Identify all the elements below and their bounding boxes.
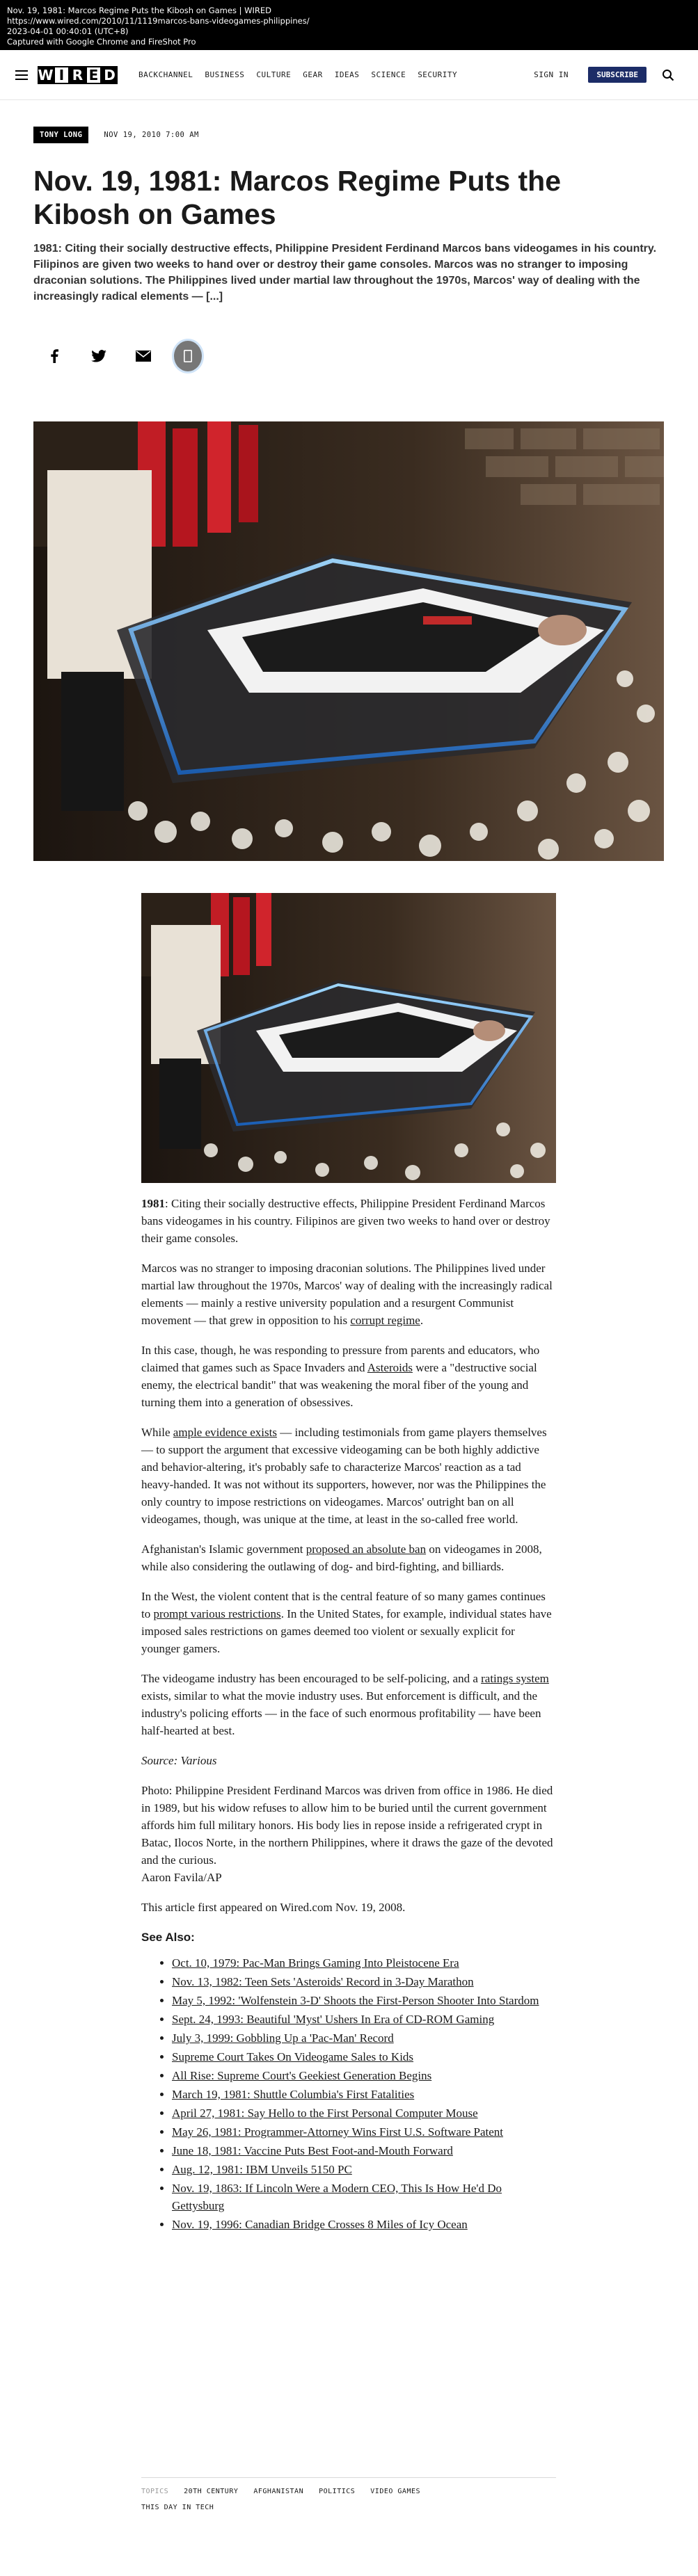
paragraph-text: In the West, the violent content that is the central feature of so many games continues to <box>141 1590 546 1620</box>
nav-link-security[interactable]: SECURITY <box>418 70 458 79</box>
save-story-button[interactable] <box>174 342 202 370</box>
nav-link-culture[interactable]: CULTURE <box>256 70 292 79</box>
list-item <box>172 2029 556 2047</box>
inline-photo-illustration <box>141 893 556 1183</box>
inline-photo <box>141 893 556 1183</box>
logo-letter: E <box>86 66 102 84</box>
topic-tag[interactable]: THIS DAY IN TECH <box>141 2504 214 2511</box>
topic-tag[interactable]: VIDEO GAMES <box>370 2488 421 2495</box>
paragraph <box>141 1588 556 1657</box>
hero-photo-illustration <box>33 421 664 861</box>
see-also-link[interactable]: Nov. 19, 1863: If Lincoln Were a Modern CEO, This Is How He'd Do Gettysburg <box>172 2182 502 2212</box>
logo-letter: R <box>70 66 86 84</box>
hamburger-menu-icon[interactable] <box>15 70 28 80</box>
asteroids-link[interactable]: Asteroids <box>367 1361 413 1374</box>
source-line: Source: Various <box>141 1754 217 1767</box>
paragraph-text: . In the United States, for example, individual states have imposed sales restrictions on games deemed too violent or sexually explicit for younger gamers. <box>141 1607 552 1655</box>
list-item <box>172 1973 556 1990</box>
see-also-link[interactable]: Sept. 24, 1993: Beautiful 'Myst' Ushers In Era of CD-ROM Gaming <box>172 2013 495 2026</box>
see-also-link[interactable]: July 3, 1999: Gobbling Up a 'Pac-Man' Record <box>172 2031 394 2045</box>
list-item <box>172 2104 556 2122</box>
publish-date: NOV 19, 2010 7:00 AM <box>104 131 199 139</box>
twitter-icon <box>91 350 106 362</box>
see-also-link[interactable]: June 18, 1981: Vaccine Puts Best Foot-and-Mouth Forward <box>172 2144 453 2157</box>
paragraph-text: were a "destructive social enemy, the electrical bandit" that was weakening the moral fiber of the young and turning them into a generation of obsessives. <box>141 1361 537 1409</box>
hero-photo <box>33 421 664 861</box>
paragraph <box>141 1540 556 1575</box>
paragraph <box>141 1195 556 1247</box>
article-body <box>141 1195 556 2235</box>
paragraph-text: Afghanistan's Islamic government <box>141 1543 306 1556</box>
photo-caption-block <box>141 1782 556 1886</box>
lead-year: 1981 <box>141 1197 165 1210</box>
capture-info-bar <box>0 0 698 50</box>
wired-logo[interactable] <box>38 66 118 84</box>
list-item <box>172 2048 556 2066</box>
paragraph-text: on videogames in 2008, while also considering the outlawing of dog- and bird-fighting, and billiards. <box>141 1543 542 1573</box>
logo-letter: D <box>102 66 118 84</box>
see-also-link[interactable]: Nov. 13, 1982: Teen Sets 'Asteroids' Record in 3-Day Marathon <box>172 1975 474 1988</box>
paragraph-text: : Citing their socially destructive effects, Philippine President Ferdinand Marcos bans videogames in his country. Filipinos are given two weeks to hand over or destroy their game consoles. <box>141 1197 550 1245</box>
list-item <box>172 2011 556 2028</box>
first-appeared-note: This article first appeared on Wired.com Nov. 19, 2008. <box>141 1901 406 1914</box>
facebook-icon <box>50 349 58 363</box>
see-also-list <box>141 1954 556 2233</box>
paragraph-text: In this case, though, he was responding to pressure from parents and educators, who claimed that games such as Space Invaders and <box>141 1344 540 1374</box>
nav-link-science[interactable]: SCIENCE <box>371 70 406 79</box>
subscribe-button[interactable]: SUBSCRIBE <box>588 67 647 83</box>
paragraph-text: — including testimonials from game players themselves — to support the argument that excessive videogaming can be both highly addictive and behavior-altering, it's probably safe to characterize Marcos' reaction as a tad heavy-handed. It was not without its supporters, however, nor was the Philippines the only country to impose restrictions on videogames. Marcos' outright ban on all videogames, though, was unique at the time, at least in the so-called free world. <box>141 1426 547 1526</box>
see-also-link[interactable]: All Rise: Supreme Court's Geekiest Generation Begins <box>172 2069 432 2082</box>
corrupt-regime-link[interactable]: corrupt regime <box>350 1314 420 1327</box>
ratings-system-link[interactable]: ratings system <box>481 1672 549 1685</box>
byline <box>33 127 199 143</box>
see-also-link[interactable]: Oct. 10, 1979: Pac-Man Brings Gaming Into Pleistocene Era <box>172 1956 459 1970</box>
top-navigation <box>0 50 698 100</box>
save-icon <box>174 341 202 371</box>
sign-in-link[interactable]: SIGN IN <box>534 70 569 79</box>
photo-credit: Aaron Favila/AP <box>141 1871 222 1884</box>
list-item <box>172 2067 556 2084</box>
share-bar <box>40 342 219 370</box>
paragraph-text: exists, similar to what the movie industry uses. But enforcement is difficult, and the industry's policing efforts — in the face of such enormous profitability — have been half-hearted at best. <box>141 1689 541 1737</box>
ample-evidence-link[interactable]: ample evidence exists <box>173 1426 277 1439</box>
paragraph <box>141 1670 556 1739</box>
restrictions-link[interactable]: prompt various restrictions <box>153 1607 281 1620</box>
list-item <box>172 2142 556 2159</box>
nav-link-backchannel[interactable]: BACKCHANNEL <box>138 70 193 79</box>
capture-tool: Captured with Google Chrome and FireShot Pro <box>7 37 196 47</box>
see-also-link[interactable]: May 26, 1981: Programmer-Attorney Wins First U.S. Software Patent <box>172 2125 504 2139</box>
article-dek: 1981: Citing their socially destructive effects, Philippine President Ferdinand Marcos bans videogames in his country. Filipinos are given two weeks to hand over or destroy their game consoles. Marcos was no stranger to imposing draconian solutions. The Philippines lived under martial law throughout the 1970s, Marcos' way of dealing with the increasingly radical elements — [...] <box>33 243 657 303</box>
article-headline: Nov. 19, 1981: Marcos Regime Puts the Kibosh on Games <box>33 165 562 230</box>
see-also-heading: See Also: <box>141 1931 195 1944</box>
author-link[interactable]: TONY LONG <box>33 127 88 143</box>
paragraph <box>141 1424 556 1528</box>
search-icon[interactable] <box>662 69 674 81</box>
paragraph <box>141 1259 556 1329</box>
logo-letter: W <box>38 66 54 83</box>
topics-row <box>141 2488 556 2495</box>
see-also-link[interactable]: Aug. 12, 1981: IBM Unveils 5150 PC <box>172 2163 352 2176</box>
email-share-button[interactable] <box>129 342 157 370</box>
list-item <box>172 2180 556 2214</box>
see-also-link[interactable]: April 27, 1981: Say Hello to the First Personal Computer Mouse <box>172 2107 478 2120</box>
capture-timestamp: 2023-04-01 00:40:01 (UTC+8) <box>7 26 129 36</box>
see-also-link[interactable]: Nov. 19, 1996: Canadian Bridge Crosses 8 Miles of Icy Ocean <box>172 2218 468 2231</box>
nav-link-ideas[interactable]: IDEAS <box>334 70 360 79</box>
topic-tag[interactable]: POLITICS <box>319 2488 356 2495</box>
topic-tag[interactable]: 20TH CENTURY <box>184 2488 239 2495</box>
see-also-link[interactable]: May 5, 1992: 'Wolfenstein 3-D' Shoots the First-Person Shooter Into Stardom <box>172 1994 539 2007</box>
paragraph-text: . <box>420 1314 424 1327</box>
capture-title: Nov. 19, 1981: Marcos Regime Puts the Kibosh on Games | WIRED <box>7 6 272 15</box>
list-item <box>172 1954 556 1972</box>
absolute-ban-link[interactable]: proposed an absolute ban <box>306 1543 427 1556</box>
capture-url: https://www.wired.com/2010/11/1119marcos-bans-videogames-philippines/ <box>7 16 310 26</box>
twitter-share-button[interactable] <box>85 342 113 370</box>
topics-label: TOPICS <box>141 2488 169 2495</box>
topics-footer <box>141 2477 556 2511</box>
paragraph-text: The videogame industry has been encouraged to be self-policing, and a <box>141 1672 482 1685</box>
email-icon <box>136 351 151 362</box>
see-also-link[interactable]: Supreme Court Takes On Videogame Sales to Kids <box>172 2050 414 2063</box>
nav-link-gear[interactable]: GEAR <box>303 70 323 79</box>
paragraph <box>141 1342 556 1411</box>
topic-tag[interactable]: AFGHANISTAN <box>253 2488 304 2495</box>
nav-link-business[interactable]: BUSINESS <box>205 70 245 79</box>
see-also-link[interactable]: March 19, 1981: Shuttle Columbia's First Fatalities <box>172 2088 415 2101</box>
facebook-share-button[interactable] <box>40 342 68 370</box>
paragraph-text: While <box>141 1426 173 1439</box>
photo-caption: Photo: Philippine President Ferdinand Marcos was driven from office in 1986. He died in 1989, but his widow refuses to allow him to be buried until the current government affords him full military honors. His body lies in repose inside a refrigerated crypt in Batac, Ilocos Norte, in the northern Philippines, where it draws the gaze of the devoted and the curious. <box>141 1784 553 1867</box>
list-item <box>172 2216 556 2233</box>
list-item <box>172 2086 556 2103</box>
list-item <box>172 1992 556 2009</box>
paragraph-text: Marcos was no stranger to imposing draconian solutions. The Philippines lived under martial law throughout the 1970s, Marcos' way of dealing with the increasingly radical elements — mainly a restive university population and a resurgent Communist movement — that grew in opposition to his <box>141 1262 553 1327</box>
list-item <box>172 2161 556 2178</box>
list-item <box>172 2123 556 2141</box>
logo-letter: I <box>54 66 70 84</box>
